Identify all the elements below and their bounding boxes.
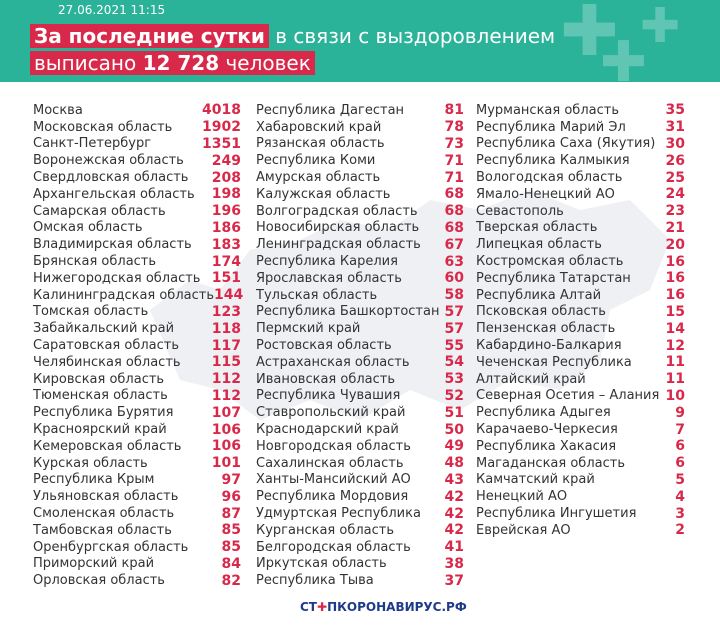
region-name: Чеченская Республика [476, 354, 632, 370]
region-name: Красноярский край [33, 422, 167, 438]
regions-column-3 [476, 102, 685, 539]
region-count: 58 [444, 287, 464, 304]
region-count: 198 [211, 186, 241, 203]
region-row [33, 203, 241, 220]
region-name: Республика Мордовия [256, 489, 409, 505]
region-row [33, 136, 241, 153]
region-name: Краснодарский край [256, 422, 399, 438]
region-name: Забайкальский край [33, 321, 175, 337]
region-count: 208 [211, 169, 241, 186]
region-name: Москва [33, 102, 83, 118]
region-count: 16 [665, 270, 685, 287]
plus-icon: ✚ [640, 0, 681, 54]
region-row [476, 186, 685, 203]
region-row [33, 421, 241, 438]
region-row [33, 455, 241, 472]
region-count: 3 [675, 505, 685, 522]
region-count: 97 [221, 471, 241, 488]
header-banner [0, 0, 720, 82]
region-name: Республика Коми [256, 153, 376, 169]
footer-logo [300, 600, 467, 614]
region-name: Астраханская область [256, 354, 410, 370]
region-row [33, 304, 241, 321]
region-count: 67 [444, 236, 464, 253]
region-count: 57 [444, 303, 464, 320]
region-row [476, 505, 685, 522]
region-count: 73 [444, 135, 464, 152]
region-name: Ярославская область [256, 270, 402, 286]
region-row [476, 236, 685, 253]
region-row [476, 287, 685, 304]
region-row [256, 186, 464, 203]
region-count: 5 [675, 471, 685, 488]
region-row [33, 119, 241, 136]
region-count: 15 [665, 303, 685, 320]
region-count: 87 [221, 505, 241, 522]
headline-pre: выписано [34, 51, 137, 75]
region-name: Нижегородская область [33, 270, 201, 286]
region-count: 84 [221, 555, 241, 572]
region-count: 30 [665, 135, 685, 152]
region-name: Республика Саха (Якутия) [476, 136, 656, 152]
region-row [476, 337, 685, 354]
region-row [476, 320, 685, 337]
region-name: Республика Тыва [256, 573, 374, 589]
region-name: Костромская область [476, 254, 624, 270]
regions-column-2 [256, 102, 464, 589]
region-count: 10 [665, 387, 685, 404]
region-count: 106 [211, 438, 241, 455]
region-name: Республика Бурятия [33, 405, 174, 421]
region-row [33, 572, 241, 589]
region-row [256, 488, 464, 505]
region-count: 183 [211, 236, 241, 253]
region-row [256, 438, 464, 455]
region-row [256, 287, 464, 304]
region-name: Архангельская область [33, 186, 195, 202]
region-count: 151 [211, 270, 241, 287]
region-name: Владимирская область [33, 237, 192, 253]
headline-line-1 [30, 24, 555, 48]
region-row [33, 388, 241, 405]
region-row [256, 404, 464, 421]
region-name: Иркутская область [256, 556, 387, 572]
region-row [33, 337, 241, 354]
region-row [476, 472, 685, 489]
region-name: Ненецкий АО [476, 489, 568, 505]
region-name: Ивановская область [256, 371, 396, 387]
region-name: Республика Адыгея [476, 405, 611, 421]
region-row [476, 404, 685, 421]
region-count: 54 [444, 354, 464, 371]
region-row [476, 438, 685, 455]
plus-icon: ✚ [560, 0, 619, 72]
region-count: 1351 [202, 135, 241, 152]
region-count: 16 [665, 287, 685, 304]
region-name: Сахалинская область [256, 455, 404, 471]
region-row [476, 304, 685, 321]
region-name: Ханты-Мансийский АО [256, 472, 411, 488]
region-row [476, 522, 685, 539]
region-row [256, 253, 464, 270]
region-row [256, 203, 464, 220]
region-count: 26 [665, 152, 685, 169]
region-name: Брянская область [33, 254, 157, 270]
region-row [256, 169, 464, 186]
region-row [256, 572, 464, 589]
region-count: 48 [444, 455, 464, 472]
headline-highlight: За последние сутки [30, 24, 269, 48]
region-name: Ставропольский край [256, 405, 406, 421]
region-count: 38 [444, 555, 464, 572]
region-row [33, 505, 241, 522]
region-count: 6 [675, 455, 685, 472]
region-name: Волгоградская область [256, 203, 418, 219]
region-row [476, 270, 685, 287]
region-count: 20 [665, 236, 685, 253]
region-row [33, 287, 244, 304]
region-count: 25 [665, 169, 685, 186]
region-row [256, 455, 464, 472]
region-row [256, 556, 464, 573]
region-row [476, 371, 685, 388]
region-count: 23 [665, 203, 685, 220]
region-count: 1902 [202, 119, 241, 136]
region-count: 57 [444, 320, 464, 337]
region-count: 118 [211, 320, 241, 337]
region-name: Вологодская область [476, 170, 623, 186]
region-count: 68 [444, 186, 464, 203]
region-row [476, 203, 685, 220]
region-name: Республика Крым [33, 472, 155, 488]
region-row [256, 304, 464, 321]
regions-column-1 [33, 102, 244, 589]
region-count: 9 [675, 404, 685, 421]
region-count: 53 [444, 371, 464, 388]
region-row [256, 505, 464, 522]
region-name: Новосибирская область [256, 220, 420, 236]
region-count: 71 [444, 152, 464, 169]
region-name: Липецкая область [476, 237, 602, 253]
region-name: Самарская область [33, 203, 166, 219]
region-count: 42 [444, 488, 464, 505]
region-name: Воронежская область [33, 153, 184, 169]
region-name: Тюменская область [33, 388, 168, 404]
region-name: Белгородская область [256, 539, 411, 555]
region-name: Калужская область [256, 186, 391, 202]
region-row [256, 136, 464, 153]
region-count: 12 [665, 337, 685, 354]
region-count: 24 [665, 186, 685, 203]
region-row [33, 404, 241, 421]
region-row [33, 270, 241, 287]
region-count: 7 [675, 421, 685, 438]
region-count: 42 [444, 505, 464, 522]
region-count: 117 [211, 337, 241, 354]
region-count: 112 [211, 387, 241, 404]
region-row [256, 220, 464, 237]
region-name: Республика Чувашия [256, 388, 401, 404]
region-name: Севастополь [476, 203, 564, 219]
region-count: 60 [444, 270, 464, 287]
region-row [256, 337, 464, 354]
region-name: Курганская область [256, 522, 395, 538]
discharged-total: 12 728 [142, 51, 220, 75]
region-count: 106 [211, 421, 241, 438]
region-count: 41 [444, 539, 464, 556]
region-row [33, 539, 241, 556]
region-row [33, 371, 241, 388]
region-count: 55 [444, 337, 464, 354]
region-count: 85 [221, 522, 241, 539]
region-name: Орловская область [33, 573, 165, 589]
headline-post: человек [225, 51, 311, 75]
region-name: Кировская область [33, 371, 165, 387]
region-count: 68 [444, 219, 464, 236]
region-row [476, 136, 685, 153]
region-count: 51 [444, 404, 464, 421]
region-row [256, 539, 464, 556]
region-name: Хабаровский край [256, 119, 382, 135]
region-row [256, 152, 464, 169]
region-name: Алтайский край [476, 371, 586, 387]
logo-text-pre: СТ [300, 600, 317, 614]
region-name: Оренбургская область [33, 539, 189, 555]
region-name: Еврейская АО [476, 522, 571, 538]
region-count: 11 [665, 354, 685, 371]
region-row [33, 102, 241, 119]
region-name: Камчатский край [476, 472, 595, 488]
region-name: Свердловская область [33, 170, 189, 186]
region-count: 2 [675, 522, 685, 539]
region-row [476, 152, 685, 169]
region-row [256, 421, 464, 438]
region-count: 85 [221, 539, 241, 556]
region-count: 43 [444, 471, 464, 488]
region-name: Омская область [33, 220, 143, 236]
region-row [33, 220, 241, 237]
region-count: 63 [444, 253, 464, 270]
plus-icon: ✚ [600, 30, 647, 82]
region-name: Челябинская область [33, 354, 181, 370]
region-count: 107 [211, 404, 241, 421]
region-row [476, 388, 685, 405]
region-name: Северная Осетия – Алания [476, 388, 660, 404]
region-name: Приморский край [33, 556, 155, 572]
region-name: Псковская область [476, 304, 606, 320]
region-count: 4 [675, 488, 685, 505]
region-row [33, 556, 241, 573]
region-name: Республика Хакасия [476, 438, 617, 454]
region-name: Мурманская область [476, 102, 619, 118]
logo-text-post: ПКОРОНАВИРУС.РФ [327, 600, 467, 614]
headline-rest: в связи с выздоровлением [268, 24, 556, 48]
region-row [476, 119, 685, 136]
region-count: 6 [675, 438, 685, 455]
region-name: Ульяновская область [33, 489, 179, 505]
region-row [256, 388, 464, 405]
region-count: 249 [211, 152, 241, 169]
region-name: Республика Марий Эл [476, 119, 626, 135]
region-name: Новгородская область [256, 438, 411, 454]
region-row [33, 320, 241, 337]
region-row [33, 522, 241, 539]
region-name: Калининградская область [33, 287, 214, 303]
region-row [256, 119, 464, 136]
region-count: 31 [665, 119, 685, 136]
region-count: 101 [211, 455, 241, 472]
region-count: 16 [665, 253, 685, 270]
region-name: Томская область [33, 304, 149, 320]
region-count: 96 [221, 488, 241, 505]
region-row [476, 169, 685, 186]
region-name: Республика Дагестан [256, 102, 405, 118]
region-name: Республика Башкортостан [256, 304, 440, 320]
region-name: Карачаево-Черкесия [476, 422, 618, 438]
region-count: 11 [665, 371, 685, 388]
region-row [476, 102, 685, 119]
region-count: 186 [211, 219, 241, 236]
region-count: 4018 [202, 102, 241, 119]
region-name: Амурская область [256, 170, 381, 186]
region-row [476, 220, 685, 237]
region-count: 78 [444, 119, 464, 136]
region-row [33, 438, 241, 455]
region-count: 112 [211, 371, 241, 388]
region-name: Удмуртская Республика [256, 506, 421, 522]
region-name: Саратовская область [33, 338, 179, 354]
region-name: Пензенская область [476, 321, 616, 337]
region-name: Республика Карелия [256, 254, 398, 270]
region-count: 52 [444, 387, 464, 404]
region-count: 50 [444, 421, 464, 438]
region-name: Республика Татарстан [476, 270, 631, 286]
region-count: 68 [444, 203, 464, 220]
region-name: Ямало-Ненецкий АО [476, 186, 615, 202]
region-count: 49 [444, 438, 464, 455]
region-name: Московская область [33, 119, 173, 135]
region-count: 14 [665, 320, 685, 337]
region-row [256, 320, 464, 337]
region-row [476, 354, 685, 371]
region-name: Ленинградская область [256, 237, 421, 253]
region-name: Смоленская область [33, 506, 175, 522]
region-row [33, 186, 241, 203]
region-name: Ростовская область [256, 338, 392, 354]
region-row [33, 488, 241, 505]
region-name: Тульская область [256, 287, 378, 303]
region-row [33, 472, 241, 489]
region-count: 42 [444, 522, 464, 539]
region-name: Кемеровская область [33, 438, 182, 454]
region-row [33, 152, 241, 169]
region-name: Тамбовская область [33, 522, 172, 538]
region-name: Тверская область [476, 220, 598, 236]
region-row [33, 253, 241, 270]
region-name: Республика Алтай [476, 287, 602, 303]
region-name: Пермский край [256, 321, 361, 337]
region-name: Рязанская область [256, 136, 385, 152]
region-row [256, 102, 464, 119]
region-count: 37 [444, 572, 464, 589]
region-row [476, 455, 685, 472]
region-count: 144 [213, 287, 244, 304]
region-row [33, 354, 241, 371]
region-count: 71 [444, 169, 464, 186]
region-row [256, 236, 464, 253]
region-count: 82 [221, 572, 241, 589]
region-count: 123 [211, 303, 241, 320]
headline-line-2-box [30, 51, 315, 75]
region-count: 174 [211, 253, 241, 270]
date-label: 27.06.2021 11:15 [58, 3, 166, 17]
region-name: Санкт-Петербург [33, 136, 152, 152]
region-name: Республика Калмыкия [476, 153, 630, 169]
headline-line-2 [30, 51, 315, 75]
region-row [256, 472, 464, 489]
region-row [476, 488, 685, 505]
region-name: Республика Ингушетия [476, 506, 637, 522]
region-row [256, 522, 464, 539]
region-count: 35 [665, 102, 685, 119]
region-name: Магаданская область [476, 455, 625, 471]
region-count: 21 [665, 219, 685, 236]
region-row [256, 371, 464, 388]
logo-mark-icon: ✚ [317, 600, 328, 614]
region-row [256, 354, 464, 371]
region-count: 115 [211, 354, 241, 371]
region-row [33, 236, 241, 253]
region-row [256, 270, 464, 287]
region-count: 81 [444, 102, 464, 119]
region-name: Кабардино-Балкария [476, 338, 622, 354]
region-count: 196 [211, 203, 241, 220]
region-row [476, 253, 685, 270]
region-row [476, 421, 685, 438]
region-row [33, 169, 241, 186]
region-name: Курская область [33, 455, 148, 471]
